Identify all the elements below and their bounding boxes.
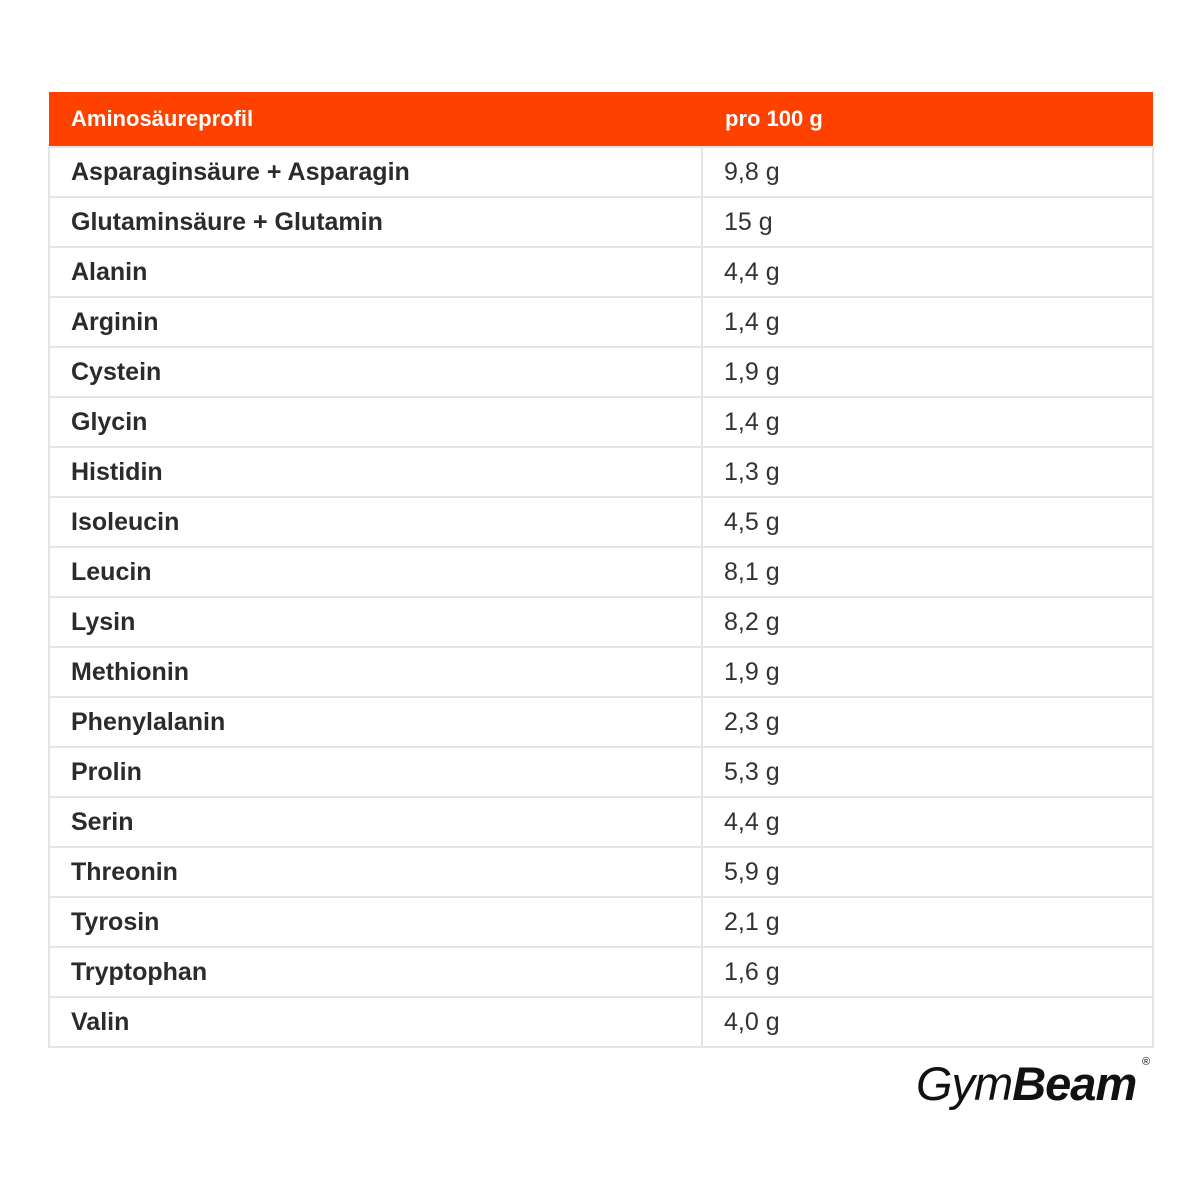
amino-acid-name: Glutaminsäure + Glutamin: [49, 197, 702, 247]
amino-acid-value: 8,1 g: [702, 547, 1153, 597]
table-row: [49, 197, 1153, 247]
table-header: [49, 92, 1153, 147]
table-row: [49, 547, 1153, 597]
amino-acid-name: Isoleucin: [49, 497, 702, 547]
amino-acid-value: 4,4 g: [702, 247, 1153, 297]
table-row: [49, 947, 1153, 997]
amino-acid-value: 1,9 g: [702, 647, 1153, 697]
amino-acid-name: Valin: [49, 997, 702, 1047]
table-row: [49, 147, 1153, 197]
table-row: [49, 847, 1153, 897]
table-row: [49, 797, 1153, 847]
amino-acid-value: 2,1 g: [702, 897, 1153, 947]
amino-acid-name: Lysin: [49, 597, 702, 647]
table-row: [49, 997, 1153, 1047]
table-row: [49, 447, 1153, 497]
amino-acid-name: Arginin: [49, 297, 702, 347]
amino-acid-value: 5,9 g: [702, 847, 1153, 897]
amino-acid-name: Threonin: [49, 847, 702, 897]
logo-wordmark: [916, 1056, 1136, 1111]
table-row: [49, 747, 1153, 797]
column-header-name: Aminosäureprofil: [49, 92, 702, 147]
amino-acid-name: Asparaginsäure + Asparagin: [49, 147, 702, 197]
table-row: [49, 497, 1153, 547]
amino-acid-value: 2,3 g: [702, 697, 1153, 747]
amino-acid-value: 5,3 g: [702, 747, 1153, 797]
amino-acid-value: 1,9 g: [702, 347, 1153, 397]
amino-acid-value: 1,4 g: [702, 397, 1153, 447]
amino-acid-value: 4,4 g: [702, 797, 1153, 847]
amino-acid-name: Tyrosin: [49, 897, 702, 947]
table-row: [49, 647, 1153, 697]
amino-acid-name: Methionin: [49, 647, 702, 697]
table-row: [49, 347, 1153, 397]
amino-acid-value: 1,3 g: [702, 447, 1153, 497]
column-header-value: pro 100 g: [702, 92, 1153, 147]
table-row: [49, 247, 1153, 297]
amino-acid-name: Prolin: [49, 747, 702, 797]
table-row: [49, 597, 1153, 647]
logo-beam-text: Beam: [1012, 1057, 1137, 1110]
table-row: [49, 297, 1153, 347]
amino-acid-value: 15 g: [702, 197, 1153, 247]
amino-acid-table-container: [48, 92, 1152, 1048]
amino-acid-name: Leucin: [49, 547, 702, 597]
amino-acid-value: 4,5 g: [702, 497, 1153, 547]
table-row: [49, 897, 1153, 947]
amino-acid-name: Phenylalanin: [49, 697, 702, 747]
table-body: [49, 147, 1153, 1047]
amino-acid-name: Tryptophan: [49, 947, 702, 997]
amino-acid-value: 1,6 g: [702, 947, 1153, 997]
amino-acid-table: [48, 92, 1154, 1048]
table-row: [49, 397, 1153, 447]
registered-mark: ®: [1142, 1056, 1151, 1068]
table-header-row: [49, 92, 1153, 147]
amino-acid-value: 9,8 g: [702, 147, 1153, 197]
amino-acid-name: Serin: [49, 797, 702, 847]
amino-acid-value: 1,4 g: [702, 297, 1153, 347]
amino-acid-name: Alanin: [49, 247, 702, 297]
amino-acid-name: Cystein: [49, 347, 702, 397]
amino-acid-value: 4,0 g: [702, 997, 1153, 1047]
amino-acid-name: Glycin: [49, 397, 702, 447]
logo-gym-text: Gym: [916, 1057, 1013, 1110]
gymbeam-logo: [912, 1052, 1157, 1116]
amino-acid-value: 8,2 g: [702, 597, 1153, 647]
table-row: [49, 697, 1153, 747]
amino-acid-name: Histidin: [49, 447, 702, 497]
